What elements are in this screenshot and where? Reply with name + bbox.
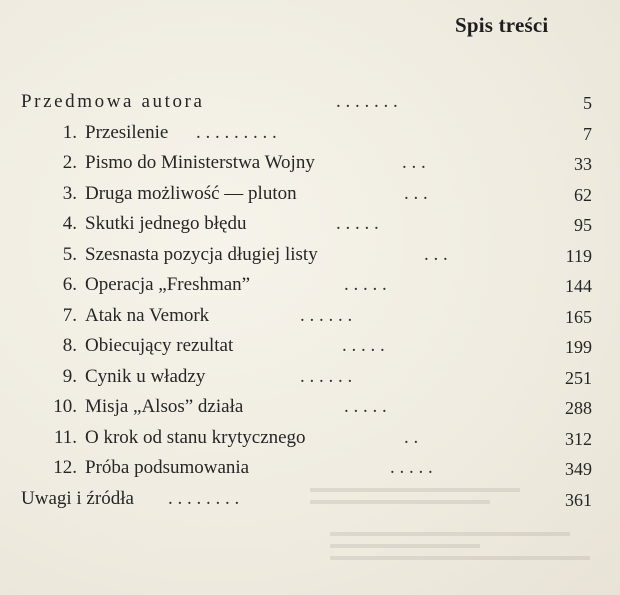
- toc-entry-label: Operacja „Freshman”: [85, 274, 251, 295]
- toc-entry-chapter-7: [0, 305, 620, 336]
- toc-chapter-number: 8.: [62, 335, 77, 356]
- page-title: Spis treści: [455, 13, 549, 37]
- toc-chapter-number: 3.: [62, 182, 77, 204]
- toc-entry-chapter-10: [0, 396, 620, 427]
- toc-page-number: 144: [565, 276, 592, 296]
- toc-entry-chapter-8: [0, 335, 620, 366]
- toc-entry-label: O krok od stanu krytycznego: [85, 426, 306, 448]
- toc-entry-preface: [0, 91, 620, 122]
- toc-chapter-number: 5.: [62, 243, 77, 265]
- toc-entry-label: Przesilenie: [85, 121, 169, 143]
- toc-entry-chapter-3: [0, 183, 620, 214]
- toc-entry-chapter-6: [0, 274, 620, 305]
- toc-leader-dots: . .: [404, 426, 419, 448]
- toc-entry-chapter-1: [0, 122, 620, 153]
- toc-entry-chapter-11: [0, 427, 620, 458]
- toc-page-number: 165: [565, 306, 592, 327]
- toc-page-number: 199: [565, 337, 592, 357]
- toc-entry-label: Uwagi i źródła: [21, 487, 134, 509]
- toc-entry-label: Skutki jednego błędu: [85, 213, 247, 234]
- toc-leader-dots: . . . . .: [344, 274, 387, 295]
- toc-chapter-number: 11.: [53, 426, 77, 448]
- toc-entry-label: Obiecujący rezultat: [85, 335, 234, 356]
- toc-page-number: 361: [565, 489, 592, 510]
- toc-page-number: 349: [565, 459, 592, 479]
- toc-entry-label: Pismo do Ministerstwa Wojny: [85, 152, 315, 173]
- toc-leader-dots: . . .: [404, 182, 428, 204]
- toc-leader-dots: . . . . .: [390, 457, 433, 478]
- table-of-contents: [0, 91, 620, 518]
- toc-entry-label: Druga możliwość — pluton: [85, 182, 297, 204]
- toc-chapter-number: 7.: [62, 304, 77, 326]
- toc-chapter-number: 2.: [62, 152, 77, 173]
- toc-entry-label: Atak na Vemork: [85, 304, 210, 326]
- toc-chapter-number: 6.: [62, 274, 77, 295]
- toc-page-number: 312: [565, 428, 592, 449]
- toc-entry-label: Misja „Alsos” działa: [85, 396, 244, 417]
- toc-leader-dots: . . .: [424, 243, 448, 265]
- toc-leader-dots: . . . . . .: [300, 304, 353, 326]
- show-through-texture: [300, 470, 620, 580]
- toc-chapter-number: 10.: [53, 396, 77, 417]
- toc-entry-label: Cynik u władzy: [85, 365, 206, 387]
- toc-leader-dots: . . . . .: [336, 213, 379, 234]
- toc-page-number: 288: [565, 398, 592, 418]
- toc-entry-chapter-4: [0, 213, 620, 244]
- toc-leader-dots: . . . . . . . .: [168, 487, 240, 509]
- toc-page-number: 251: [565, 367, 592, 388]
- toc-entry-chapter-5: [0, 244, 620, 275]
- toc-leader-dots: . . .: [402, 152, 426, 173]
- toc-page-number: 62: [574, 184, 592, 205]
- toc-page-number: 33: [574, 154, 592, 174]
- toc-page-number: 95: [574, 215, 592, 235]
- toc-chapter-number: 4.: [62, 213, 77, 234]
- toc-leader-dots: . . . . .: [342, 335, 385, 356]
- toc-leader-dots: . . . . .: [344, 396, 387, 417]
- toc-leader-dots: . . . . . . . . .: [196, 121, 277, 143]
- toc-leader-dots: . . . . . .: [300, 365, 353, 387]
- toc-entry-label: Próba podsumowania: [85, 457, 250, 478]
- toc-entry-chapter-9: [0, 366, 620, 397]
- toc-page-number: 7: [583, 123, 592, 144]
- toc-page-number: 119: [565, 245, 592, 266]
- toc-chapter-number: 12.: [53, 457, 77, 478]
- toc-entry-chapter-2: [0, 152, 620, 183]
- toc-leader-dots: . . . . . . .: [336, 91, 398, 112]
- toc-page-number: 5: [583, 93, 592, 113]
- toc-chapter-number: 9.: [62, 365, 77, 387]
- toc-entry-label: Przedmowa autora: [21, 91, 205, 112]
- toc-chapter-number: 1.: [62, 121, 77, 143]
- toc-entry-label: Szesnasta pozycja długiej listy: [85, 243, 318, 265]
